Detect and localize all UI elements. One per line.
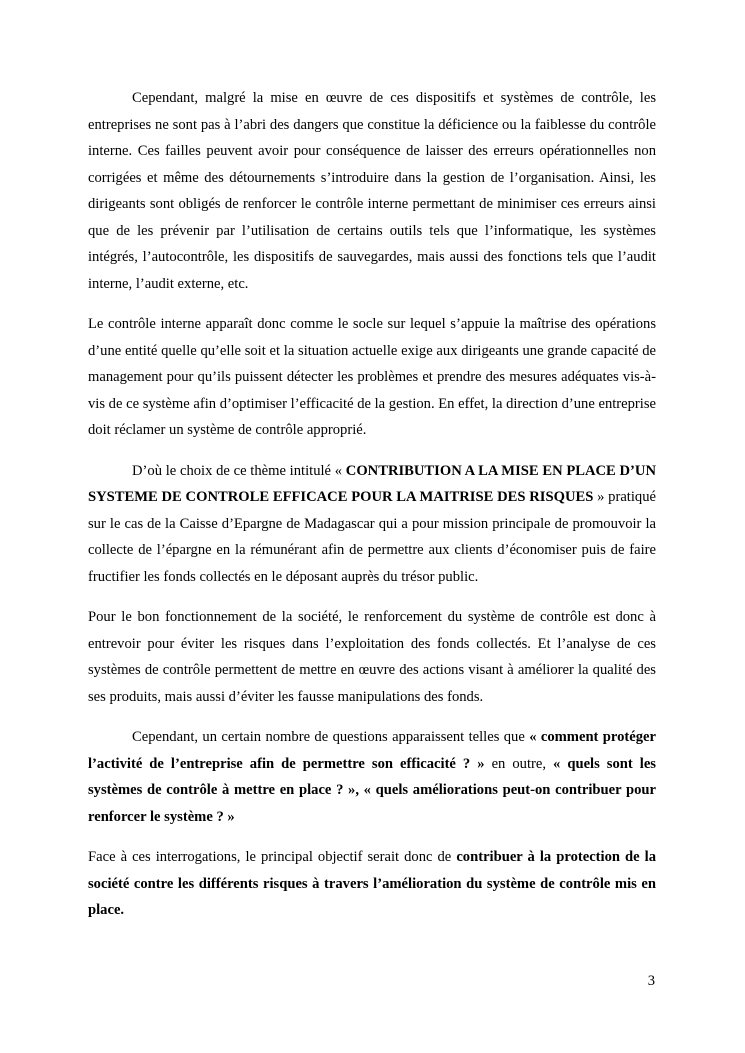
paragraph-1: Cependant, malgré la mise en œuvre de ces dispositifs et systèmes de contrôle, les entreprises ne sont pas à l’abri des dangers que constitue la déficience ou la faiblesse du contrôle interne. Ces failles peuvent avoir pour conséquence de laisser des erreurs opérationnelles non corrigées et même des détournements s’introduire dans la gestion de l’organisation. Ainsi, les dirigeants sont obligés de renforcer le contrôle interne permettant de minimiser ces erreurs ainsi que de les prévenir par l’utilisation de certains outils tels que l’informatique, les systèmes intégrés, l’autocontrôle, les dispositifs de sauvegardes, mais aussi des fonctions tels que l’audit interne, l’audit externe, etc. [88,90,656,292]
paragraph-6-intro: Face à ces interrogations, le principal objectif serait donc de [88,849,457,865]
thesis-theme-title: CONTRIBUTION A LA MISE EN PLACE D’UN SYSTEME DE CONTROLE EFFICACE POUR LA MAITRISE DES RISQUES [88,462,656,505]
page-number: 3 [647,973,655,989]
paragraph-3-intro: D’où le choix de ce thème intitulé « [132,462,346,479]
paragraph-2: Le contrôle interne apparaît donc comme le socle sur lequel s’appuie la maîtrise des opérations d’une entité quelle qu’elle soit et la situation actuelle exige aux dirigeants une grande capacité de management pour qu’ils puissent détecter les problèmes et prendre des mesures adéquates vis-à-vis de ce système afin d’optimiser l’efficacité de la gestion. En effet, la direction d’une entreprise doit réclamer un système de contrôle approprié. [88,316,656,438]
paragraph-3 [88,458,656,591]
paragraph-3-rest: » pratiqué sur le cas de la Caisse d’Epargne de Madagascar qui a pour mission principale de promouvoir la collecte de l’épargne en la rémunérant afin de permettre aux clients d’économiser puis de faire fructifier les fonds collectés en le déposant auprès du trésor public. [88,489,656,585]
paragraph-5 [88,724,656,830]
research-questions-2-3: « quels sont les systèmes de contrôle à mettre en place ? », « quels améliorations peut-on contribuer pour renforcer le système ? » [88,755,656,825]
main-objective: contribuer à la protection de la société contre les différents risques à travers l’amélioration du système de contrôle mis en place. [88,849,656,918]
paragraph-6 [88,844,656,924]
document-body [88,85,656,938]
paragraph-5-mid: en outre, [484,755,554,772]
paragraph-5-intro: Cependant, un certain nombre de questions apparaissent telles que [132,729,530,745]
paragraph-4: Pour le bon fonctionnement de la société, le renforcement du système de contrôle est donc à entrevoir pour éviter les risques dans l’exploitation des fonds collectés. Et l’analyse de ces systèmes de contrôle permettent de mettre en œuvre des actions visant à améliorer la qualité des ses produits, mais aussi d’éviter les fausse manipulations des fonds. [88,609,656,705]
research-question-1: « comment protéger l’activité de l’entreprise afin de permettre son efficacité ? » [88,729,657,772]
